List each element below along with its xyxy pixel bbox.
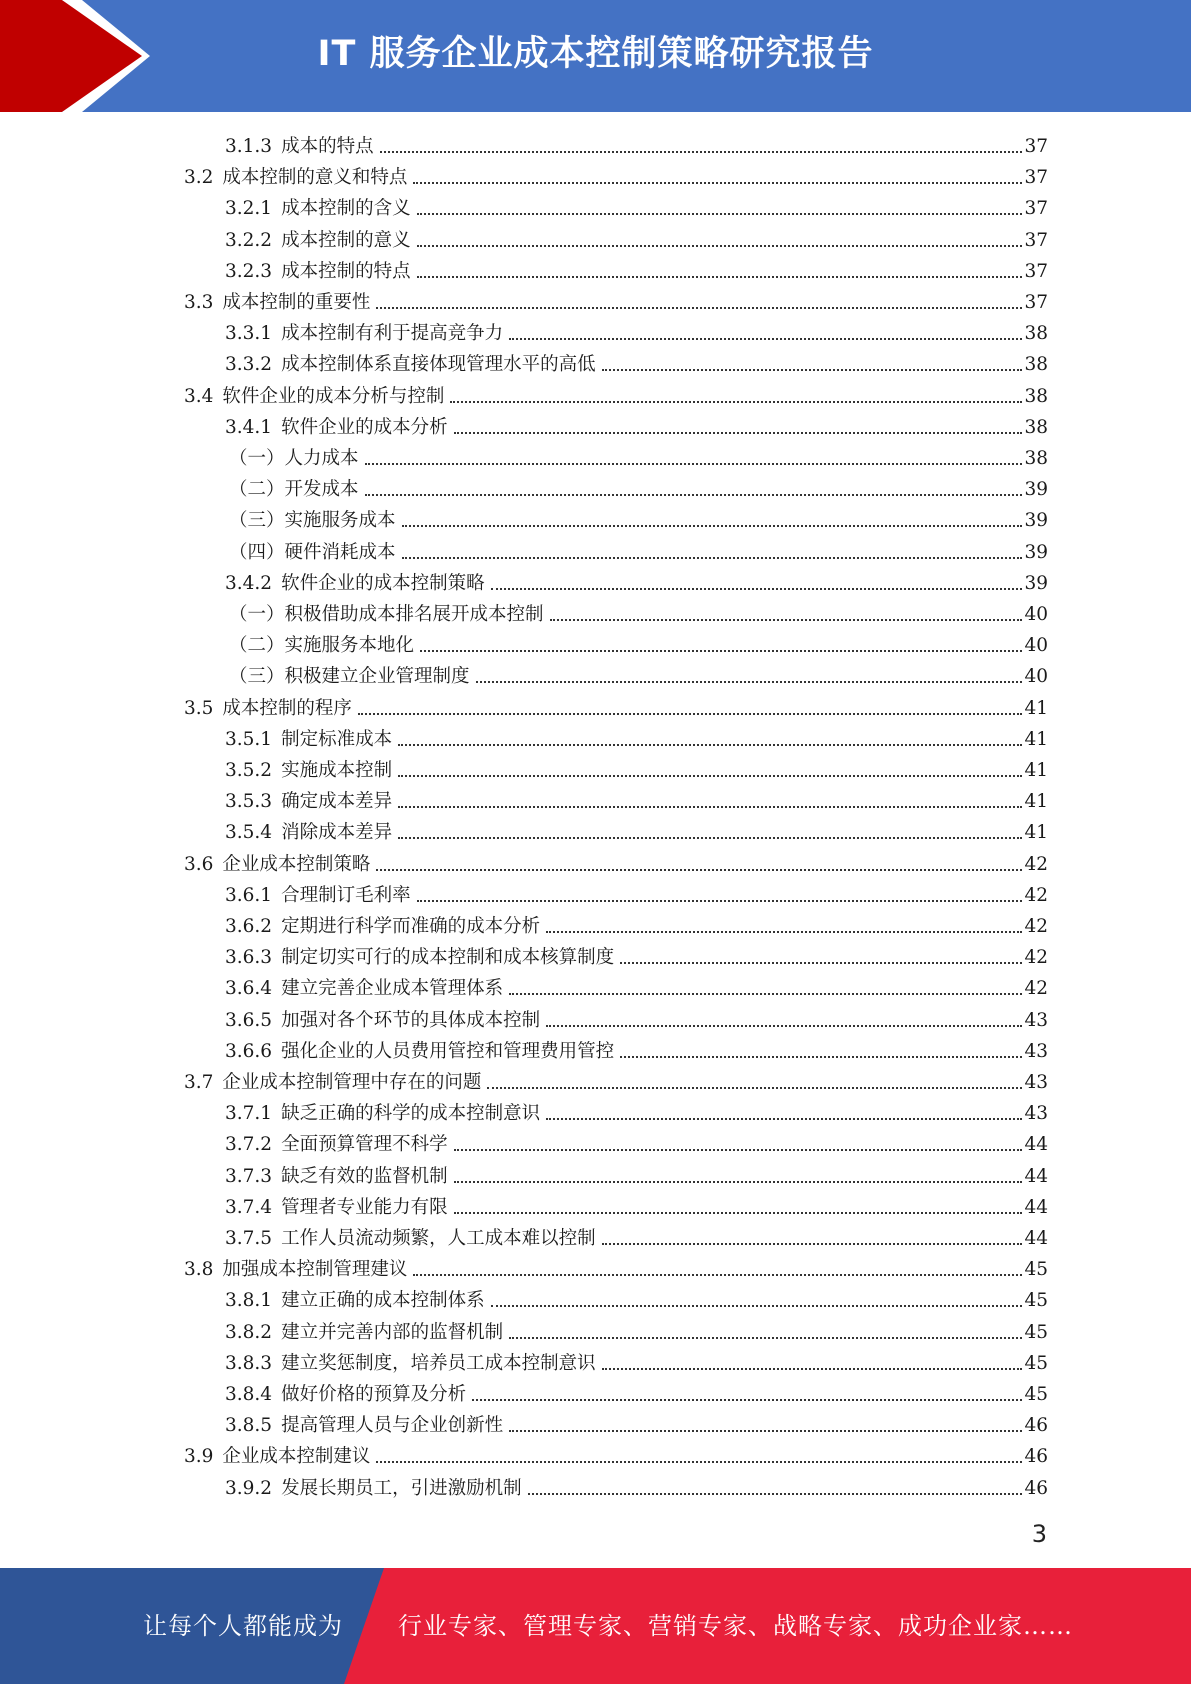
toc-dot-leader bbox=[380, 151, 1023, 153]
toc-entry-title: 实施成本控制 bbox=[281, 760, 393, 781]
toc-entry-page: 39 bbox=[1024, 541, 1048, 563]
toc-entry[interactable] bbox=[225, 1313, 1048, 1344]
toc-entry-page: 42 bbox=[1024, 978, 1048, 1000]
toc-entry[interactable] bbox=[225, 189, 1048, 220]
toc-entry-number: 3.7.1 bbox=[225, 1103, 273, 1125]
toc-entry[interactable] bbox=[225, 720, 1048, 751]
toc-entry[interactable] bbox=[225, 969, 1048, 1000]
toc-entry-number: 3.7.3 bbox=[225, 1165, 273, 1187]
toc-entry-title: （二）开发成本 bbox=[229, 479, 359, 501]
toc-entry-page: 38 bbox=[1024, 354, 1048, 376]
header-title: IT 服务企业成本控制策略研究报告 bbox=[317, 34, 874, 74]
toc-entry-page: 38 bbox=[1024, 323, 1048, 345]
toc-dot-leader bbox=[402, 525, 1023, 527]
toc-entry[interactable] bbox=[229, 626, 1048, 657]
toc-entry-number: 3.7 bbox=[184, 1072, 214, 1093]
toc-dot-leader bbox=[546, 1025, 1022, 1027]
toc-entry-page: 39 bbox=[1024, 510, 1048, 532]
toc-entry-title: （二）实施服务本地化 bbox=[229, 635, 415, 657]
toc-entry[interactable] bbox=[225, 938, 1048, 969]
toc-entry-title: 制定切实可行的成本控制和成本核算制度 bbox=[281, 947, 615, 969]
toc-dot-leader bbox=[365, 494, 1023, 496]
toc-entry-page: 42 bbox=[1024, 916, 1048, 937]
toc-dot-leader bbox=[450, 401, 1022, 403]
toc-entry-title: 成本控制的意义 bbox=[281, 229, 411, 251]
toc-entry-number: 3.7.2 bbox=[225, 1134, 273, 1156]
toc-entry-title: （一）人力成本 bbox=[229, 448, 359, 469]
toc-entry-page: 43 bbox=[1024, 1009, 1048, 1031]
toc-entry-page: 40 bbox=[1024, 604, 1048, 625]
footer-slogan-left: 让每个人都能成为 bbox=[143, 1612, 343, 1640]
toc-entry-title: 加强对各个环节的具体成本控制 bbox=[281, 1009, 541, 1031]
toc-entry-number: 3.8.5 bbox=[225, 1415, 273, 1437]
toc-entry-number: 3.6.6 bbox=[225, 1040, 273, 1062]
toc-entry-number: 3.6.1 bbox=[225, 884, 273, 906]
toc-dot-leader bbox=[398, 744, 1022, 746]
toc-dot-leader bbox=[509, 1337, 1022, 1339]
toc-entry-page: 44 bbox=[1024, 1228, 1048, 1249]
toc-entry[interactable] bbox=[225, 1344, 1048, 1375]
toc-entry-page: 37 bbox=[1024, 198, 1048, 220]
toc-entry-title: 成本控制的特点 bbox=[281, 260, 411, 282]
toc-entry-page: 45 bbox=[1024, 1259, 1048, 1281]
toc-dot-leader bbox=[402, 557, 1023, 559]
toc-entry-number: 3.9.2 bbox=[225, 1477, 273, 1499]
toc-entry[interactable] bbox=[225, 314, 1048, 345]
toc-entry-number: 3.9 bbox=[184, 1446, 214, 1468]
toc-dot-leader bbox=[476, 681, 1023, 683]
toc-entry-number: 3.4 bbox=[184, 385, 214, 407]
toc-dot-leader bbox=[491, 1305, 1023, 1307]
toc-entry[interactable] bbox=[225, 1406, 1048, 1437]
toc-entry-page: 41 bbox=[1024, 760, 1048, 781]
toc-entry-title: 全面预算管理不科学 bbox=[281, 1134, 448, 1156]
toc-entry-page: 41 bbox=[1024, 822, 1048, 844]
toc-entry-title: 企业成本控制管理中存在的问题 bbox=[222, 1072, 482, 1093]
toc-entry-page: 41 bbox=[1024, 791, 1048, 813]
toc-entry[interactable] bbox=[229, 439, 1048, 470]
toc-dot-leader bbox=[454, 1149, 1023, 1151]
toc-dot-leader bbox=[509, 338, 1022, 340]
toc-entry-title: 缺乏有效的监督机制 bbox=[281, 1165, 448, 1187]
toc-entry-page: 44 bbox=[1024, 1165, 1048, 1187]
toc-entry[interactable] bbox=[184, 283, 1048, 314]
toc-entry-number: 3.8.4 bbox=[225, 1384, 273, 1405]
toc-dot-leader bbox=[376, 869, 1022, 871]
toc-entry-page: 37 bbox=[1024, 229, 1048, 251]
toc-entry-title: （三）积极建立企业管理制度 bbox=[229, 666, 470, 688]
toc-entry-page: 43 bbox=[1024, 1072, 1048, 1093]
toc-entry[interactable] bbox=[229, 657, 1048, 688]
toc-dot-leader bbox=[398, 775, 1022, 777]
toc-entry-title: 合理制订毛利率 bbox=[281, 884, 411, 906]
toc-entry-number: 3.5 bbox=[184, 697, 214, 719]
toc-dot-leader bbox=[376, 307, 1022, 309]
toc-entry-page: 41 bbox=[1024, 697, 1048, 719]
toc-entry-number: 3.7.5 bbox=[225, 1228, 273, 1249]
toc-entry[interactable] bbox=[225, 1125, 1048, 1156]
toc-dot-leader bbox=[454, 1212, 1023, 1214]
toc-entry[interactable] bbox=[229, 470, 1048, 501]
toc-entry[interactable] bbox=[225, 221, 1048, 252]
toc-entry-number: 3.2.1 bbox=[225, 198, 273, 220]
toc-entry-number: 3.3.1 bbox=[225, 323, 273, 345]
toc-entry-title: 成本控制的含义 bbox=[281, 198, 411, 220]
toc-entry-number: 3.5.4 bbox=[225, 822, 273, 844]
toc-entry-page: 37 bbox=[1024, 167, 1048, 189]
toc-entry-page: 38 bbox=[1024, 448, 1048, 469]
toc-entry[interactable] bbox=[225, 907, 1048, 938]
toc-entry-title: 缺乏正确的科学的成本控制意识 bbox=[281, 1103, 541, 1125]
toc-dot-leader bbox=[365, 463, 1023, 465]
toc-entry-title: 发展长期员工，引进激励机制 bbox=[281, 1477, 522, 1499]
toc-entry[interactable] bbox=[225, 252, 1048, 283]
toc-entry-number: 3.7.4 bbox=[225, 1196, 273, 1218]
toc-entry-page: 45 bbox=[1024, 1352, 1048, 1374]
toc-entry-title: 建立完善企业成本管理体系 bbox=[281, 978, 504, 1000]
toc-entry[interactable] bbox=[225, 876, 1048, 907]
toc-entry-number: 3.3 bbox=[184, 292, 214, 313]
toc-dot-leader bbox=[398, 837, 1022, 839]
toc-entry-page: 46 bbox=[1024, 1477, 1048, 1499]
toc-entry-title: 建立正确的成本控制体系 bbox=[281, 1290, 485, 1312]
toc-entry-page: 37 bbox=[1024, 260, 1048, 282]
toc-entry-number: 3.4.1 bbox=[225, 416, 273, 438]
toc-entry-page: 43 bbox=[1024, 1103, 1048, 1125]
toc-entry[interactable] bbox=[184, 1250, 1048, 1281]
toc-dot-leader bbox=[491, 588, 1023, 590]
toc-entry[interactable] bbox=[225, 1469, 1048, 1500]
toc-entry-number: 3.6.2 bbox=[225, 916, 273, 937]
toc-entry-page: 45 bbox=[1024, 1321, 1048, 1343]
toc-dot-leader bbox=[420, 650, 1022, 652]
toc-entry[interactable] bbox=[225, 1375, 1048, 1406]
toc-entry-title: 企业成本控制策略 bbox=[222, 853, 371, 875]
toc-entry-title: 成本控制体系直接体现管理水平的高低 bbox=[281, 354, 596, 376]
toc-entry[interactable] bbox=[225, 127, 1048, 158]
toc-entry-title: 成本控制的程序 bbox=[222, 697, 352, 719]
toc-entry-title: 软件企业的成本分析 bbox=[281, 416, 448, 438]
toc-entry-page: 46 bbox=[1024, 1446, 1048, 1468]
toc-entry[interactable] bbox=[225, 751, 1048, 782]
toc-entry-title: 确定成本差异 bbox=[281, 791, 393, 813]
toc-entry[interactable] bbox=[225, 1157, 1048, 1188]
toc-entry-page: 44 bbox=[1024, 1196, 1048, 1218]
toc-entry-page: 39 bbox=[1024, 572, 1048, 594]
toc-entry[interactable] bbox=[225, 564, 1048, 595]
toc-entry[interactable] bbox=[225, 1032, 1048, 1063]
toc-dot-leader bbox=[376, 1461, 1022, 1463]
toc-entry-number: 3.2.2 bbox=[225, 229, 273, 251]
toc-dot-leader bbox=[358, 713, 1023, 715]
toc-entry-title: 成本的特点 bbox=[281, 136, 374, 157]
toc-entry[interactable] bbox=[225, 782, 1048, 813]
toc-entry-title: （四）硬件消耗成本 bbox=[229, 541, 396, 563]
toc-entry-number: 3.6.4 bbox=[225, 978, 273, 1000]
toc-entry-number: 3.6 bbox=[184, 853, 214, 875]
toc-entry-page: 45 bbox=[1024, 1290, 1048, 1312]
page-footer bbox=[0, 1568, 1191, 1684]
toc-entry-page: 37 bbox=[1024, 292, 1048, 313]
toc-entry-title: 成本控制的重要性 bbox=[222, 292, 371, 313]
toc-entry[interactable] bbox=[184, 377, 1048, 408]
toc-dot-leader bbox=[398, 806, 1022, 808]
toc-entry-page: 38 bbox=[1024, 416, 1048, 438]
toc-entry-page: 37 bbox=[1024, 136, 1048, 157]
toc-dot-leader bbox=[602, 1243, 1023, 1245]
toc-entry[interactable] bbox=[225, 1219, 1048, 1250]
toc-dot-leader bbox=[472, 1399, 1022, 1401]
toc-entry[interactable] bbox=[225, 1001, 1048, 1032]
toc-entry-title: 加强成本控制管理建议 bbox=[222, 1259, 408, 1281]
toc-entry-title: 定期进行科学而准确的成本分析 bbox=[281, 916, 541, 937]
toc-entry-title: 成本控制的意义和特点 bbox=[222, 167, 408, 189]
toc-entry[interactable] bbox=[225, 1281, 1048, 1312]
toc-dot-leader bbox=[417, 900, 1023, 902]
toc-entry[interactable] bbox=[225, 813, 1048, 844]
toc-dot-leader bbox=[546, 1118, 1022, 1120]
toc-entry-title: （一）积极借助成本排名展开成本控制 bbox=[229, 604, 544, 625]
toc-dot-leader bbox=[528, 1493, 1023, 1495]
toc-entry-number: 3.5.3 bbox=[225, 791, 273, 813]
toc-entry[interactable] bbox=[229, 501, 1048, 532]
toc-dot-leader bbox=[546, 931, 1022, 933]
toc-entry[interactable] bbox=[229, 533, 1048, 564]
toc-entry-number: 3.8.1 bbox=[225, 1290, 273, 1312]
toc-entry-number: 3.8 bbox=[184, 1259, 214, 1281]
toc-entry-page: 46 bbox=[1024, 1415, 1048, 1437]
toc-entry-page: 39 bbox=[1024, 479, 1048, 501]
toc-entry-number: 3.6.3 bbox=[225, 947, 273, 969]
toc-entry-title: 软件企业的成本分析与控制 bbox=[222, 385, 445, 407]
toc-entry-number: 3.8.3 bbox=[225, 1352, 273, 1374]
toc-entry[interactable] bbox=[225, 1094, 1048, 1125]
toc-dot-leader bbox=[509, 1430, 1022, 1432]
toc-dot-leader bbox=[620, 1056, 1022, 1058]
toc-dot-leader bbox=[454, 432, 1023, 434]
toc-entry-number: 3.4.2 bbox=[225, 572, 273, 594]
toc-entry-number: 3.5.2 bbox=[225, 760, 273, 781]
toc-entry-page: 44 bbox=[1024, 1134, 1048, 1156]
toc-entry-title: 建立奖惩制度，培养员工成本控制意识 bbox=[281, 1352, 596, 1374]
toc-entry-number: 3.5.1 bbox=[225, 728, 273, 750]
toc-entry-title: 建立并完善内部的监督机制 bbox=[281, 1321, 504, 1343]
toc-entry-title: （三）实施服务成本 bbox=[229, 510, 396, 532]
toc-entry-number: 3.2.3 bbox=[225, 260, 273, 282]
toc-entry-number: 3.1.3 bbox=[225, 136, 273, 157]
footer-slogan-right: 行业专家、管理专家、营销专家、战略专家、成功企业家…… bbox=[398, 1612, 1073, 1640]
toc-entry-title: 工作人员流动频繁，人工成本难以控制 bbox=[281, 1228, 596, 1249]
toc-dot-leader bbox=[620, 962, 1022, 964]
toc-dot-leader bbox=[602, 369, 1023, 371]
page-header bbox=[0, 0, 1191, 112]
toc-entry-title: 消除成本差异 bbox=[281, 822, 393, 844]
toc-dot-leader bbox=[509, 993, 1022, 995]
toc-entry-page: 42 bbox=[1024, 853, 1048, 875]
toc-dot-leader bbox=[487, 1087, 1022, 1089]
toc-entry-title: 提高管理人员与企业创新性 bbox=[281, 1415, 504, 1437]
toc-entry-page: 40 bbox=[1024, 666, 1048, 688]
toc-entry[interactable] bbox=[184, 1063, 1048, 1094]
toc-entry[interactable] bbox=[229, 595, 1048, 626]
toc-entry-number: 3.3.2 bbox=[225, 354, 273, 376]
toc-entry-title: 做好价格的预算及分析 bbox=[281, 1384, 467, 1405]
toc-entry-page: 40 bbox=[1024, 635, 1048, 657]
toc-entry[interactable] bbox=[184, 845, 1048, 876]
toc-entry[interactable] bbox=[225, 345, 1048, 376]
toc-entry[interactable] bbox=[184, 158, 1048, 189]
page-number: 3 bbox=[1031, 1520, 1047, 1548]
toc-dot-leader bbox=[417, 276, 1023, 278]
toc-dot-leader bbox=[550, 619, 1023, 621]
toc-entry[interactable] bbox=[225, 408, 1048, 439]
toc-entry[interactable] bbox=[225, 1188, 1048, 1219]
toc-dot-leader bbox=[417, 245, 1023, 247]
toc-dot-leader bbox=[454, 1181, 1023, 1183]
toc-entry-page: 41 bbox=[1024, 728, 1048, 750]
toc-dot-leader bbox=[413, 1274, 1022, 1276]
toc-dot-leader bbox=[602, 1368, 1023, 1370]
toc-entry-page: 38 bbox=[1024, 385, 1048, 407]
toc-dot-leader bbox=[413, 182, 1022, 184]
toc-entry-page: 43 bbox=[1024, 1040, 1048, 1062]
toc-entry-title: 软件企业的成本控制策略 bbox=[281, 572, 485, 594]
toc-dot-leader bbox=[417, 213, 1023, 215]
toc-entry-number: 3.8.2 bbox=[225, 1321, 273, 1343]
toc-entry-title: 管理者专业能力有限 bbox=[281, 1196, 448, 1218]
toc-entry-number: 3.6.5 bbox=[225, 1009, 273, 1031]
toc-entry[interactable] bbox=[184, 689, 1048, 720]
toc-entry-page: 42 bbox=[1024, 947, 1048, 969]
toc-entry-page: 45 bbox=[1024, 1384, 1048, 1405]
toc-entry-title: 企业成本控制建议 bbox=[222, 1446, 371, 1468]
toc-entry-number: 3.2 bbox=[184, 167, 214, 189]
toc-entry-page: 42 bbox=[1024, 884, 1048, 906]
toc-entry[interactable] bbox=[184, 1437, 1048, 1468]
toc-entry-title: 制定标准成本 bbox=[281, 728, 393, 750]
toc-entry-title: 成本控制有利于提高竞争力 bbox=[281, 323, 504, 345]
toc-entry-title: 强化企业的人员费用管控和管理费用管控 bbox=[281, 1040, 615, 1062]
